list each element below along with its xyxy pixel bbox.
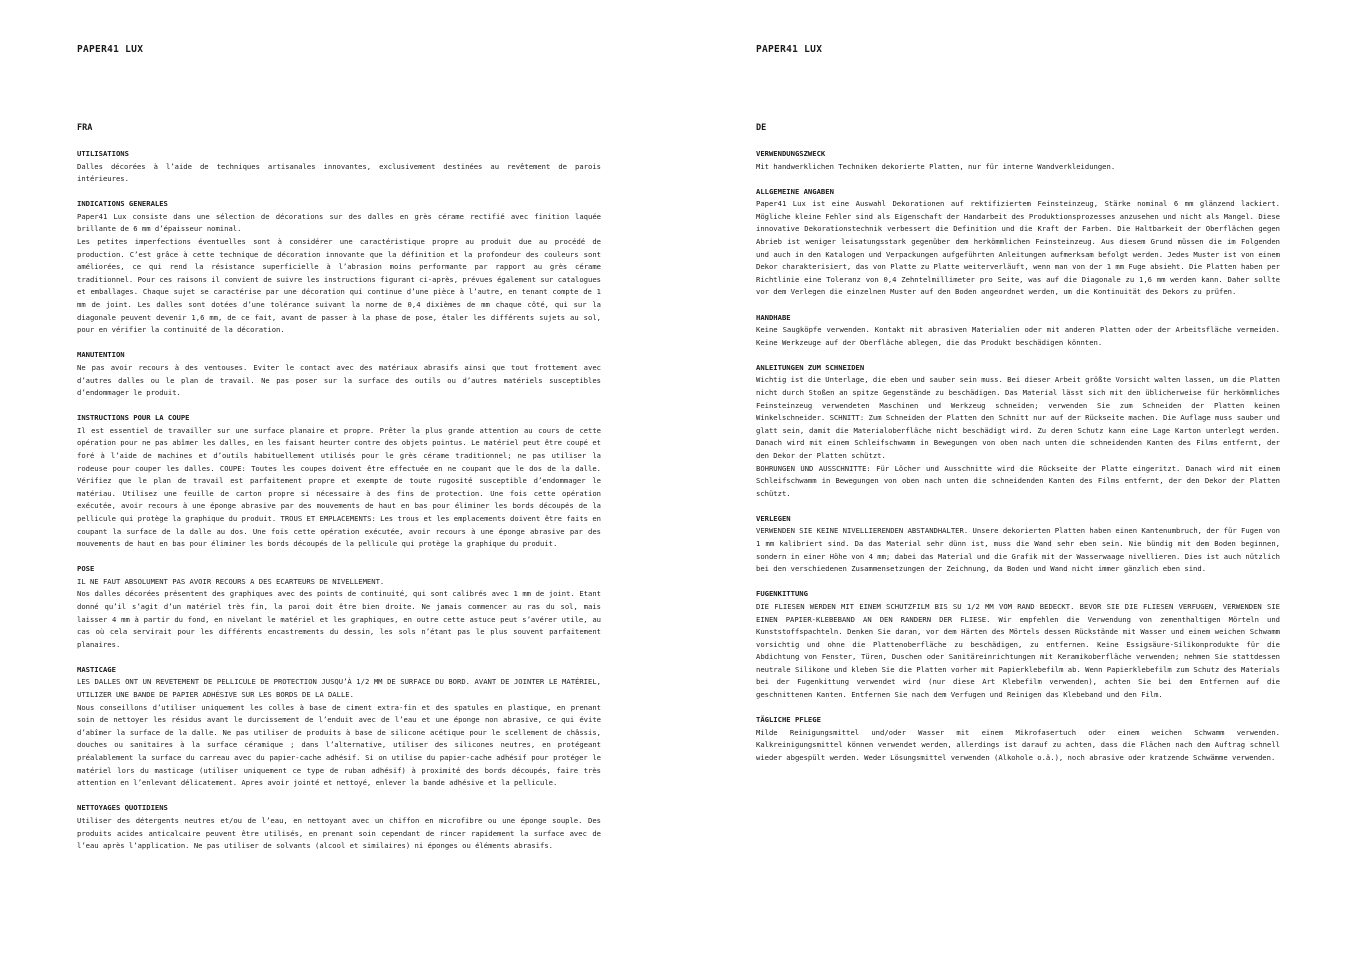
section [756,148,1280,173]
section-heading: MASTICAGE [77,664,116,674]
section-paragraph: Nous conseillons d’utiliser uniquement les colles à base de ciment extra-fin et des spatules en plastique, en prenant soin de nettoyer les résidus avant le durcissement de l’enduit avec de l’eau et une éponge non abrasive, ce qui évite d’abîmer la surface de la dalle. Ne pas utiliser de produits à base de silicone acétique pour le scellement de châssis, douches ou sanitaires à la surface céramique ; dans l’alternative, utiliser des silicones neutres, en protégeant préalablement la surface du carreau avec du papier-cache adhésif. Si on utilise du papier-cache adhésif pour protéger le matériel lors du masticage (utiliser uniquement ce type de ruban adhésif) à proximité des bords découpés, faire très attention en l’enlevant délicatement. Apres avoir jointé et nettoyé, enlever la bande adhésive et la pellicule. [77,702,601,788]
section-heading: HANDHABE [756,312,791,322]
section-heading: NETTOYAGES QUOTIDIENS [77,803,168,813]
section-paragraph: Milde Reinigungsmittel und/oder Wasser mit einem Mikrofasertuch oder einem weichen Schwamm verwenden. Kalkreinigungsmittel können verwendet werden, allerdings ist darauf zu achten, dass die Flächen nach dem Auftrag schnell wieder abgespült werden. Weder Lösungsmittel verwenden (Alkohole o.ä.), noch abrasive oder kratzende Schwämme verwenden. [756,727,1280,762]
section-heading: TÄGLICHE PFLEGE [756,715,821,725]
section-paragraph: Paper41 Lux consiste dans une sélection de décorations sur des dalles en grès cérame rectifié avec finition laquée brillante de 6 mm d’épaisseur nominal. [77,211,601,234]
section-heading: UTILISATIONS [77,149,129,158]
section-paragraph: Wichtig ist die Unterlage, die eben und sauber sein muss. Bei dieser Arbeit größte Vorsicht walten lassen, um die Platten nicht durch Stoßen an spitze Gegenstände zu beschädigen. Das Material lässt sich mit den üblicherweise für herkömmliches Feinsteinzeug verwendeten Maschinen und Werkzeug schneiden; verwenden Sie zum Schneiden der Platten keinen Winkelschneider. SCHNITT: Zum Schneiden der Platten den Schnitt nur auf der Rückseite machen. Die Auflage muss sauber und glatt sein, damit die Materialoberfläche nicht beschädigt wird. Zu deren Schutz kann eine Lage Karton unterlegt werden. Danach wird mit einem Schleifschwamm in Bewegungen von oben nach unten die schneidenden Kanten des Films entfernt, der den Dekor der Platten schützt. [756,375,1280,460]
section [77,148,601,186]
section [756,312,1280,350]
section-paragraph: VERWENDEN SIE KEINE NIVELLIERENDEN ABSTANDHALTER. Unsere dekorierten Platten haben einen Kantenumbruch, der für Fugen von 1 mm kalibriert sind. Da das Material sehr dünn ist, muss die Wand sehr eben sein. Nie bündig mit dem Boden beginnen, sondern in einer Höhe von 4 mm; dabei das Material und die Grafik mit der Wasserwaage nivellieren. Dies ist auch nützlich bei den verschiedenen Zusammensetzungen der Zeichnung, da Boden und Wand nicht immer gänzlich eben sind. [756,526,1280,574]
section-heading: INDICATIONS GENERALES [77,199,168,209]
section-heading: INSTRUCTIONS POUR LA COUPE [77,413,190,423]
language-label: DE [756,123,767,133]
section-heading: VERLEGEN [756,513,791,523]
section-paragraph: Ne pas avoir recours à des ventouses. Eviter le contact avec des matériaux abrasifs ainsi que tout frottement avec d’autres dalles ou le plan de travail. Ne pas poser sur la surface des outils ou d’autres matériels susceptibles d’endommager le produit. [77,362,601,398]
section-paragraph: DIE FLIESEN WERDEN MIT EINEM SCHUTZFILM BIS SU 1/2 MM VOM RAND BEDECKT. BEVOR SIE DIE FLIESEN VERFUGEN, VERWENDEN SIE EINEN PAPIER-KLEBEBAND AN DEN RANDERN DER FLIESE. Wir empfehlen die Verwendung von zementhaltigen Mörteln und Kunststoffspachteln. Denken Sie daran, vor dem Härten des Mörtels dessen Rückstände mit Wasser und einem weichen Schwamm vorsichtig und ohne die Plattenoberfläche zu beschädigen, zu entfernen. Keine Essigsäure-Silikonprodukte für die Abdichtung von Fenster, Türen, Duschen oder Sanitäreinrichtungen mit Keramikoberfläche verwenden; nehmen Sie stattdessen neutrale Silikone und kleben Sie die Platten vorher mit Papierklebefilm ab. Wenn Papierklebefilm zum Schutz des Materials bei der Fugenkittung verwendet wird (nur diese Art Klebefilm verwenden), achten Sie bei dem Entfernen auf die geschnittenen Kanten. Entfernen Sie nach dem Verfugen und Reinigen das Klebeband und den Film. [756,601,1280,700]
section [756,513,1280,576]
section-heading: POSE [77,564,95,574]
section-heading: FUGENKITTUNG [756,589,808,599]
section-paragraph: BOHRUNGEN UND AUSSCHNITTE: Für Löcher und Ausschnitte wird die Rückseite der Platte eingeritzt. Danach wird mit einem Schleifschwamm in Bewegungen von oben nach unten die schneidenden Kanten des Films entfernt, der den Dekor der Platten schützt. [756,463,1280,498]
section [77,412,601,551]
section-paragraph: Dalles décorées à l’aide de techniques artisanales innovantes, exclusivement destinées au revêtement de parois intérieures. [77,161,601,184]
sections-container [756,148,1280,777]
section [756,714,1280,764]
section-paragraph: Paper41 Lux ist eine Auswahl Dekorationen auf rektifiziertem Feinsteinzeug, Stärke nominal 6 mm glänzend lackiert. Mögliche kleine Fehler sind als Eigenschaft der Handarbeit des Produktionsprozesses anzusehen und nicht als Mangel. Diese innovative Dekorationstechnik verbessert die Definition und die Kraft der Farben. Die Haltbarkeit der Oberflächen gegen Abrieb ist weniger leisatungsstark gegenüber dem herkömmlichen Feinsteinzeug. Aus diesem Grund müssen die im Folgenden und auch in den Katalogen und Verpackungen aufgeführten Anleitungen aufmerksam befolgt werden. Jedes Muster ist von einem Dekor charakterisiert, das von Platte zu Platte weiterverläuft, wenn man von der 1 mm Fuge absieht. Die Platten haben per Richtlinie eine Toleranz von 0,4 Zehntelmillimeter pro Seite, was auf die Diagonale zu 1,6 mm werden kann. Daher sollte vor dem Verlegen die einzelnen Muster auf den Boden angeordnet werden, um die Kontinuität des Dekors zu prüfen. [756,199,1280,297]
section-heading: ALLGEMEINE ANGABEN [756,186,834,196]
section-paragraph: LES DALLES ONT UN REVETEMENT DE PELLICULE DE PROTECTION JUSQU’À 1/2 MM DE SURFACE DU BORD. AVANT DE JOINTER LE MATÉRIEL, UTILIZER UNE BANDE DE PAPIER ADHÉSIVE SUR LES BORDS DE LA DALLE. [77,677,601,700]
section [756,362,1280,501]
section-paragraph: Mit handwerklichen Techniken dekorierte Platten, nur für interne Wandverkleidungen. [756,161,1116,171]
section-paragraph: Nos dalles décorées présentent des graphiques avec des points de continuité, qui sont calibrés avec 1 mm de joint. Etant donné qu’il s’agit d’un matériel très fin, la paroi doit être bien droite. Ne jamais commencer au ras du sol, mais laisser 4 mm à partir du fond, en nivelant le matériel et les graphiques, en outre cette astuce peut s’avérer utile, au cas où cela servirait pour les différents encastrements du dessin, les sols n’étant pas le plus souvent parfaitement planaires. [77,589,601,649]
section-heading: VERWENDUNGSZWECK [756,149,826,158]
section [77,349,601,399]
section-paragraph: IL NE FAUT ABSOLUMENT PAS AVOIR RECOURS A DES ECARTEURS DE NIVELLEMENT. [77,576,385,586]
section-paragraph: Il est essentiel de travailler sur une surface planaire et propre. Prêter la plus grande attention au cours de cette opération pour ne pas abîmer les dalles, en les faisant heurter contre des objets pointus. Le matériel peut être coupé et foré à l’aide de machines et d’outils habituellement utilisés pour le grès cérame traditionnel; ne pas utiliser la rodeuse pour couper les dalles. COUPE: Toutes les coupes doivent être effectuée en ne coupant que le dos de la dalle. Vérifiez que le plan de travail est parfaitement propre et exempte de toute rugosité susceptible d’endommager le matériau. Utilisez une feuille de carton propre si nécessaire à des fins de protection. Une fois cette opération exécutée, avoir recours à une éponge abrasive par des mouvements de haut en bas pour éliminer les bords découpés de la pellicule qui protège la graphique du produit. TROUS ET EMPLACEMENTS: Les trous et les emplacements doivent être faits en coupant la surface de la dalle au dos. Une fois cette opération exécutée, avoir recours à une éponge abrasive par des mouvements de haut en bas pour éliminer les bords découpés de la pellicule qui protège la graphique du produit. [77,425,601,549]
section-paragraph: Les petites imperfections éventuelles sont à considérer une caractéristique propre au produit due au procédé de production. C’est grâce à cette technique de décoration innovante que la définition et la profondeur des couleurs sont améliorées, ce qui rend la résistance superficielle à l’abrasion moins performante par rapport au grès cérame traditionnel. Pour ces raisons il convient de suivre les instructions figurant ci-après, prévues également sur catalogues et emballages. Chaque sujet se caractérise par une décoration qui continue d’une pièce à l’autre, en tenant compte de 1 mm de joint. Les dalles sont dotées d’une tolérance suivant la norme de 0,4 dixièmes de mm chaque côté, qui sur la diagonale peuvent devenir 1,6 mm, de ce fait, avant de passer à la phase de pose, étaler les différents sujets au sol, pour en vérifier la continuité de la décoration. [77,237,601,335]
section [77,198,601,337]
section-paragraph: Keine Saugköpfe verwenden. Kontakt mit abrasiven Materialien oder mit anderen Platten oder der Arbeitsfläche vermeiden. Keine Werkzeuge auf der Oberfläche ablegen, die das Produkt beschädigen könnten. [756,325,1280,347]
section [756,588,1280,701]
sections-container [77,148,601,865]
section [77,802,601,852]
section-paragraph: Utiliser des détergents neutres et/ou de l’eau, en nettoyant avec un chiffon en microfibre ou une éponge souple. Des produits acides anticalcaire peuvent être utilisés, en prenant soin cependant de rincer rapidement la surface avec de l’eau après l’application. Ne pas utiliser de solvants (alcool et similaires) ni éponges ou éléments abrasifs. [77,815,601,851]
brand-title: PAPER41 LUX [77,44,144,55]
section [756,186,1280,299]
brand-title: PAPER41 LUX [756,44,823,55]
section [77,664,601,790]
section [77,563,601,651]
section-heading: MANUTENTION [77,350,125,360]
section-heading: ANLEITUNGEN ZUM SCHNEIDEN [756,362,865,372]
language-label: FRA [77,123,93,133]
